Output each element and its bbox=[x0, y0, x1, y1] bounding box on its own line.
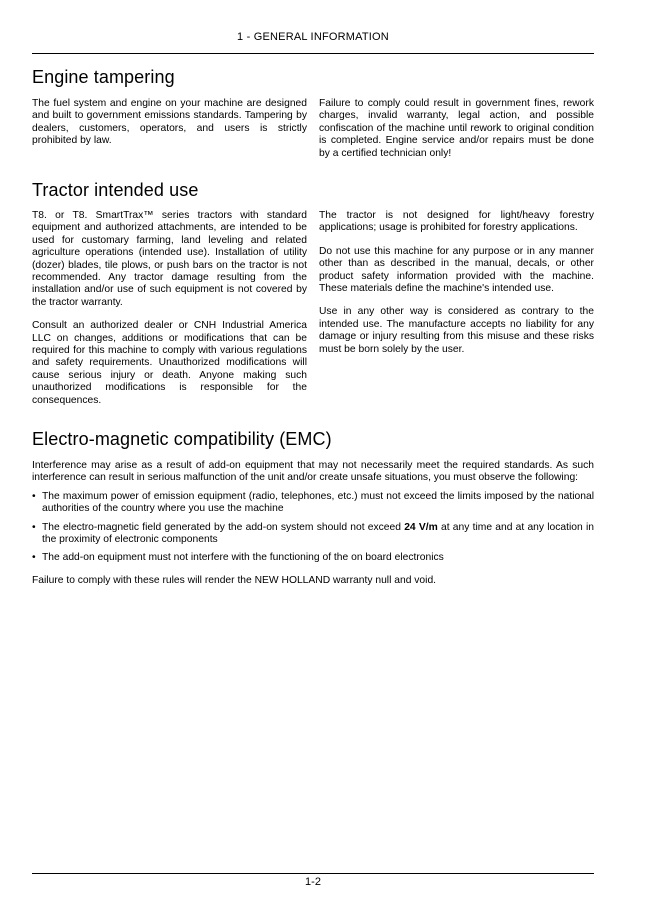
bullet-icon: • bbox=[32, 552, 36, 564]
emc-bullet-text-2a: The electro-magnetic field generated by the add-on system should not exceed bbox=[42, 521, 405, 533]
engine-paragraph-right: Failure to comply could result in government fines, rework charges, invalid warranty, legal action, and possible confiscation of the machine until rework to original condition is completed. Engine service and/or repairs must be done by a certified technician only! bbox=[319, 98, 594, 159]
bullet-icon: • bbox=[32, 490, 36, 502]
page-header: 1 - GENERAL INFORMATION bbox=[237, 31, 389, 43]
header-rule bbox=[32, 53, 594, 54]
engine-paragraph-left: The fuel system and engine on your machine are designed and built to government emissions standards. Tampering by dealers, customers, operators, and users is strictly prohibited by law. bbox=[32, 98, 307, 147]
engine-left-column bbox=[32, 98, 307, 159]
emc-field-limit: 24 V/m bbox=[404, 521, 438, 533]
page-number: 1-2 bbox=[305, 876, 321, 888]
emc-bullet-item bbox=[32, 552, 594, 564]
tractor-right-paragraph-3: Use in any other way is considered as contrary to the intended use. The manufacture accepts no liability for any damage or injury resulting from this misuse and these risks must be born solely by the user. bbox=[319, 306, 594, 355]
emc-body bbox=[32, 460, 594, 587]
tractor-left-paragraph-1: T8. or T8. SmartTrax™ series tractors with standard equipment and authorized attachments, are intended to be used for customary farming, land leveling and related agriculture operations (intended use). Installation of utility (dozer) blades, tile plows, or push bars on the tractor is not recommended. Any tractor damage resulting from the installation and/or use of such equipment is not covered by the tractor warranty. bbox=[32, 210, 307, 308]
bullet-icon: • bbox=[32, 521, 36, 533]
emc-bullet-text-1: The maximum power of emission equipment (radio, telephones, etc.) must not exceed the limits imposed by the national authorities of the country where you use the machine bbox=[42, 490, 594, 515]
tractor-left-paragraph-2: Consult an authorized dealer or CNH Industrial America LLC on changes, additions or modifications that can be required for this machine to comply with various regulations and safety requirements. Unauthorized modifications will cause serious injury or death. Anyone making such unauthorized modifications is responsible for the consequences. bbox=[32, 320, 307, 406]
emc-bullet-item bbox=[32, 522, 594, 547]
emc-bullet-list bbox=[32, 491, 594, 565]
tractor-right-paragraph-2: Do not use this machine for any purpose or in any manner other than as described in the manual, decals, or other product safety information provided with the machine. These materials define the machine's intended use. bbox=[319, 245, 594, 295]
engine-right-column bbox=[319, 98, 594, 171]
emc-intro: Interference may arise as a result of add-on equipment that may not necessarily meet the required standards. As such interference can result in serious malfunction of the unit and/or create unsafe situations, you must observe the following: bbox=[32, 460, 594, 484]
emc-bullet-text-2b: at any time and at any location in the proximity of electronic components bbox=[42, 521, 594, 546]
heading-engine-tampering: Engine tampering bbox=[32, 67, 175, 87]
emc-bullet-text-3: The add-on equipment must not interfere with the functioning of the on board electronics bbox=[42, 552, 444, 564]
tractor-left-column bbox=[32, 210, 307, 418]
tractor-right-paragraph-1: The tractor is not designed for light/heavy forestry applications; usage is prohibited for forestry applications. bbox=[319, 210, 594, 234]
tractor-right-column bbox=[319, 210, 594, 367]
heading-emc: Electro-magnetic compatibility (EMC) bbox=[32, 429, 332, 449]
heading-tractor-intended-use: Tractor intended use bbox=[32, 180, 199, 200]
emc-bullet-item bbox=[32, 491, 594, 516]
footer-rule bbox=[32, 873, 594, 874]
emc-closing: Failure to comply with these rules will render the NEW HOLLAND warranty null and void. bbox=[32, 574, 437, 586]
